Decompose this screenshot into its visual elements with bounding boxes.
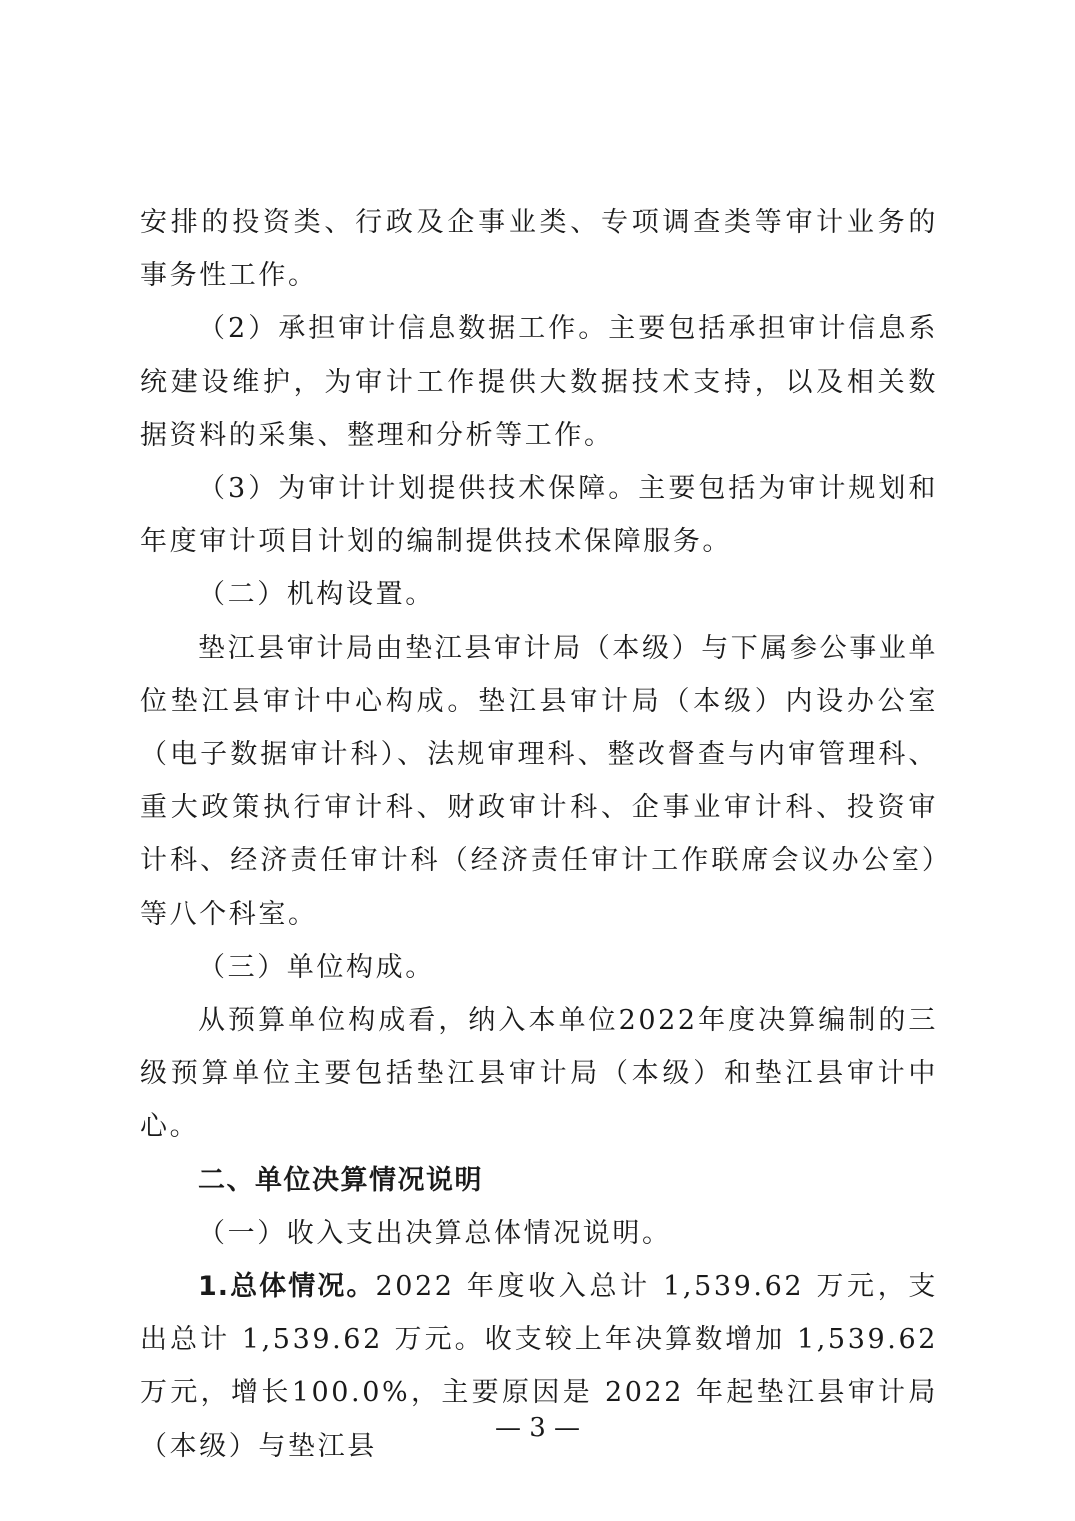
paragraph-item-3: （3）为审计计划提供技术保障。主要包括为审计规划和年度审计项目计划的编制提供技术保障服务。 xyxy=(140,473,938,558)
overall-situation-label: 1.总体情况。 xyxy=(198,1271,376,1303)
paragraph-item-2: （2）承担审计信息数据工作。主要包括承担审计信息系统建设维护，为审计工作提供大数据技术支持，以及相关数据资料的采集、整理和分析等工作。 xyxy=(140,313,938,451)
page-number: — 3 — xyxy=(494,1413,581,1443)
overall-situation-text: 2022 年度收入总计 1,539.62 万元，支出总计 1,539.62 万元。收支较上年决算数增加 1,539.62 万元，增长100.0%，主要原因是 2022 年起垫江县审计局（本级）与垫江县 xyxy=(140,1271,938,1462)
document-body xyxy=(140,196,938,1473)
chapter-heading-final-accounts: 二、单位决算情况说明 xyxy=(198,1164,483,1196)
paragraph-unit-composition: 从预算单位构成看，纳入本单位2022年度决算编制的三级预算单位主要包括垫江县审计局（本级）和垫江县审计中心。 xyxy=(140,1005,938,1143)
paragraph-institution-setup: 垫江县审计局由垫江县审计局（本级）与下属参公事业单位垫江县审计中心构成。垫江县审计局（本级）内设办公室（电子数据审计科）、法规审理科、整改督查与内审管理科、重大政策执行审计科、财政审计科、企事业审计科、投资审计科、经济责任审计科（经济责任审计工作联席会议办公室）等八个科室。 xyxy=(140,632,938,930)
section-heading-income-expense: （一）收入支出决算总体情况说明。 xyxy=(198,1217,672,1249)
section-heading-institution: （二）机构设置。 xyxy=(198,579,435,611)
section-heading-unit-composition: （三）单位构成。 xyxy=(198,951,435,983)
paragraph-continuation: 安排的投资类、行政及企事业类、专项调查类等审计业务的事务性工作。 xyxy=(140,207,938,292)
